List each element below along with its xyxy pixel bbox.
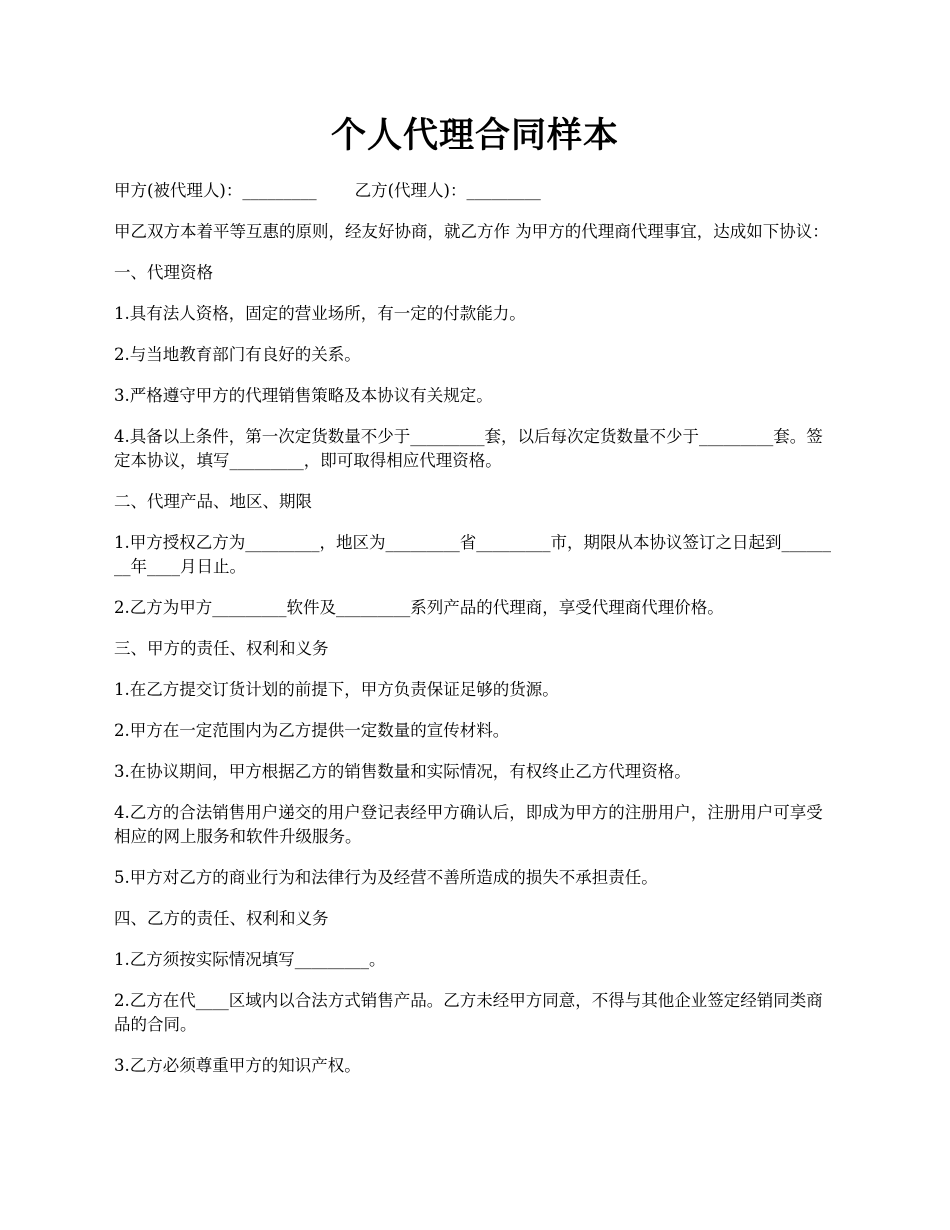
document-body: [114, 179, 838, 1095]
clause-paragraph: 2.乙方为甲方_________软件及_________系列产品的代理商，享受代理商代理价格。: [114, 598, 724, 617]
clause-paragraph: 4.具备以上条件，第一次定货数量不少于_________套，以后每次定货数量不少于_________套。签定本协议，填写_________，即可取得相应代理资格。: [114, 427, 823, 470]
section-heading: 二、代理产品、地区、期限: [114, 492, 312, 511]
clause-paragraph: 1.在乙方提交订货计划的前提下，甲方负责保证足够的货源。: [114, 680, 559, 699]
party-b-field: 乙方(代理人)：_________: [354, 181, 541, 200]
intro-paragraph: 甲乙双方本着平等互惠的原则，经友好协商，就乙方作 为甲方的代理商代理事宜，达成如下协议：: [114, 222, 829, 241]
section-heading: 一、代理资格: [114, 263, 213, 282]
clause-paragraph: 3.严格遵守甲方的代理销售策略及本协议有关规定。: [114, 386, 493, 405]
clause-paragraph: 2.与当地教育部门有良好的关系。: [114, 345, 361, 364]
clause-paragraph: 4.乙方的合法销售用户递交的用户登记表经甲方确认后，即成为甲方的注册用户，注册用户可享受相应的网上服务和软件升级服务。: [114, 803, 823, 846]
clause-paragraph: 1.具有法人资格，固定的营业场所，有一定的付款能力。: [114, 304, 526, 323]
clause-paragraph: 3.乙方必须尊重甲方的知识产权。: [114, 1056, 361, 1075]
clause-paragraph: 2.乙方在代____区域内以合法方式销售产品。乙方未经甲方同意，不得与其他企业签定经销同类商品的合同。: [114, 991, 823, 1034]
clause-paragraph: 3.在协议期间，甲方根据乙方的销售数量和实际情况，有权终止乙方代理资格。: [114, 762, 691, 781]
clause-paragraph: 1.甲方授权乙方为_________，地区为_________省_________市，期限从本协议签订之日起到________年____月日止。: [114, 533, 831, 576]
section-heading: 四、乙方的责任、权利和义务: [114, 909, 329, 928]
clause-paragraph: 2.甲方在一定范围内为乙方提供一定数量的宣传材料。: [114, 721, 510, 740]
document-title: 个人代理合同样本: [330, 115, 619, 156]
party-a-field: 甲方(被代理人)：_________: [114, 181, 317, 200]
section-heading: 三、甲方的责任、权利和义务: [114, 639, 329, 658]
clause-paragraph: 1.乙方须按实际情况填写_________。: [114, 950, 386, 969]
parties-line: [114, 179, 838, 203]
clause-paragraph: 5.甲方对乙方的商业行为和法律行为及经营不善所造成的损失不承担责任。: [114, 868, 658, 887]
